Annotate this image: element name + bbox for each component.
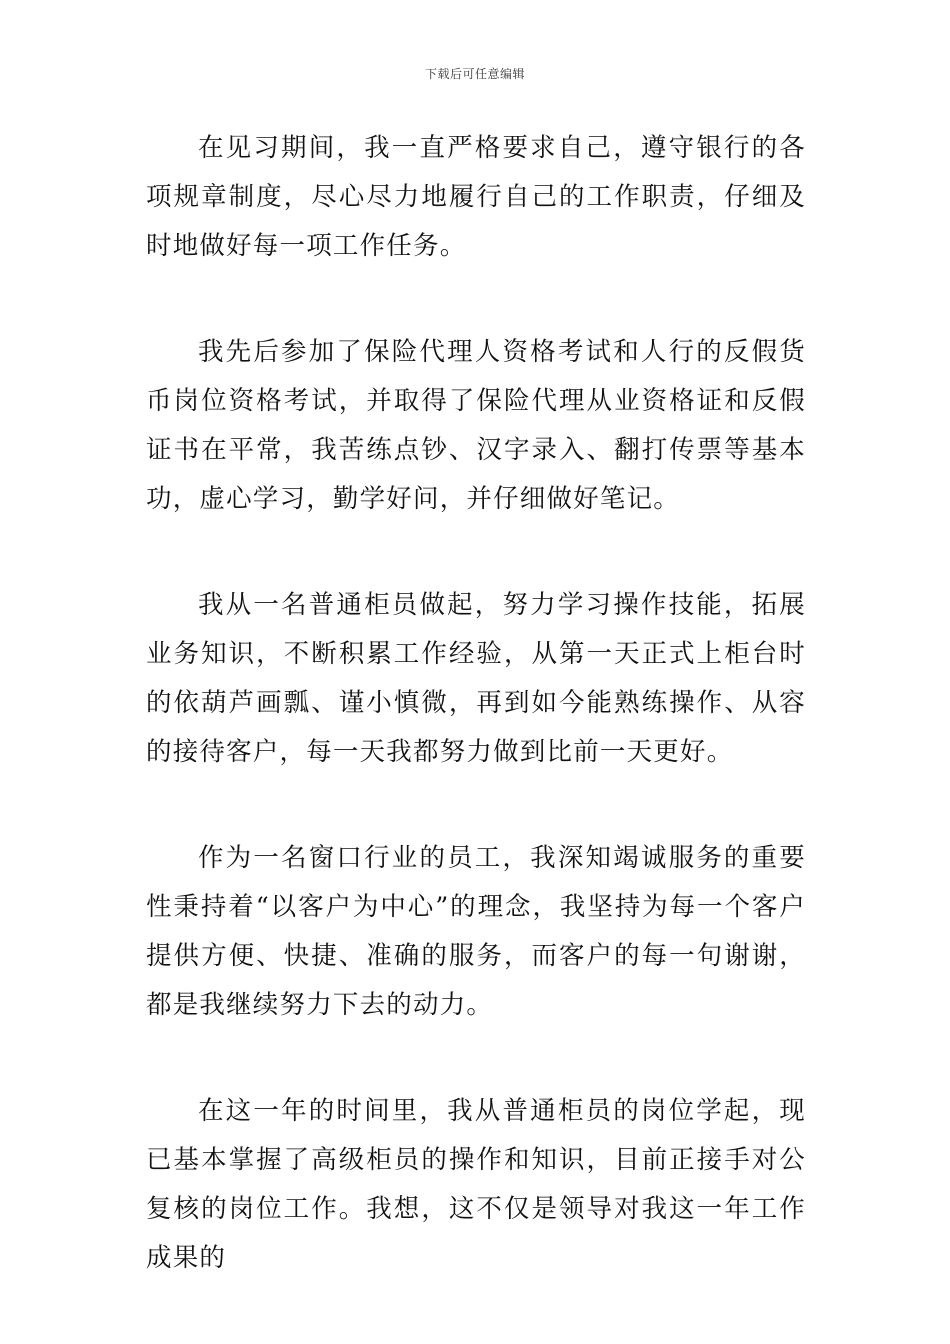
paragraph-4: 作为一名窗口行业的员工，我深知竭诚服务的重要性秉持着“以客户为中心”的理念，我坚持为每一个客户提供方便、快捷、准确的服务，而客户的每一句谢谢，都是我继续努力下去的动力。: [146, 843, 806, 1020]
paragraph-5: 在这一年的时间里，我从普通柜员的岗位学起，现已基本掌握了高级柜员的操作和知识，目前正接手对公复核的岗位工作。我想，这不仅是领导对我这一年工作成果的: [146, 1096, 806, 1273]
paragraph-2: 我先后参加了保险代理人资格考试和人行的反假货币岗位资格考试，并取得了保险代理从业资格证和反假证书在平常，我苦练点钞、汉字录入、翻打传票等基本功，虚心学习，勤学好问，并仔细做好笔记。: [146, 337, 806, 514]
header-note: 下载后可任意编辑: [424, 67, 525, 81]
paragraph-1: 在见习期间，我一直严格要求自己，遵守银行的各项规章制度，尽心尽力地履行自己的工作职责，仔细及时地做好每一项工作任务。: [146, 133, 806, 261]
paragraph-3: 我从一名普通柜员做起，努力学习操作技能，拓展业务知识，不断积累工作经验，从第一天正式上柜台时的依葫芦画瓢、谨小慎微，再到如今能熟练操作、从容的接待客户，每一天我都努力做到比前一天更好。: [146, 590, 806, 767]
document-body: [146, 124, 806, 1340]
